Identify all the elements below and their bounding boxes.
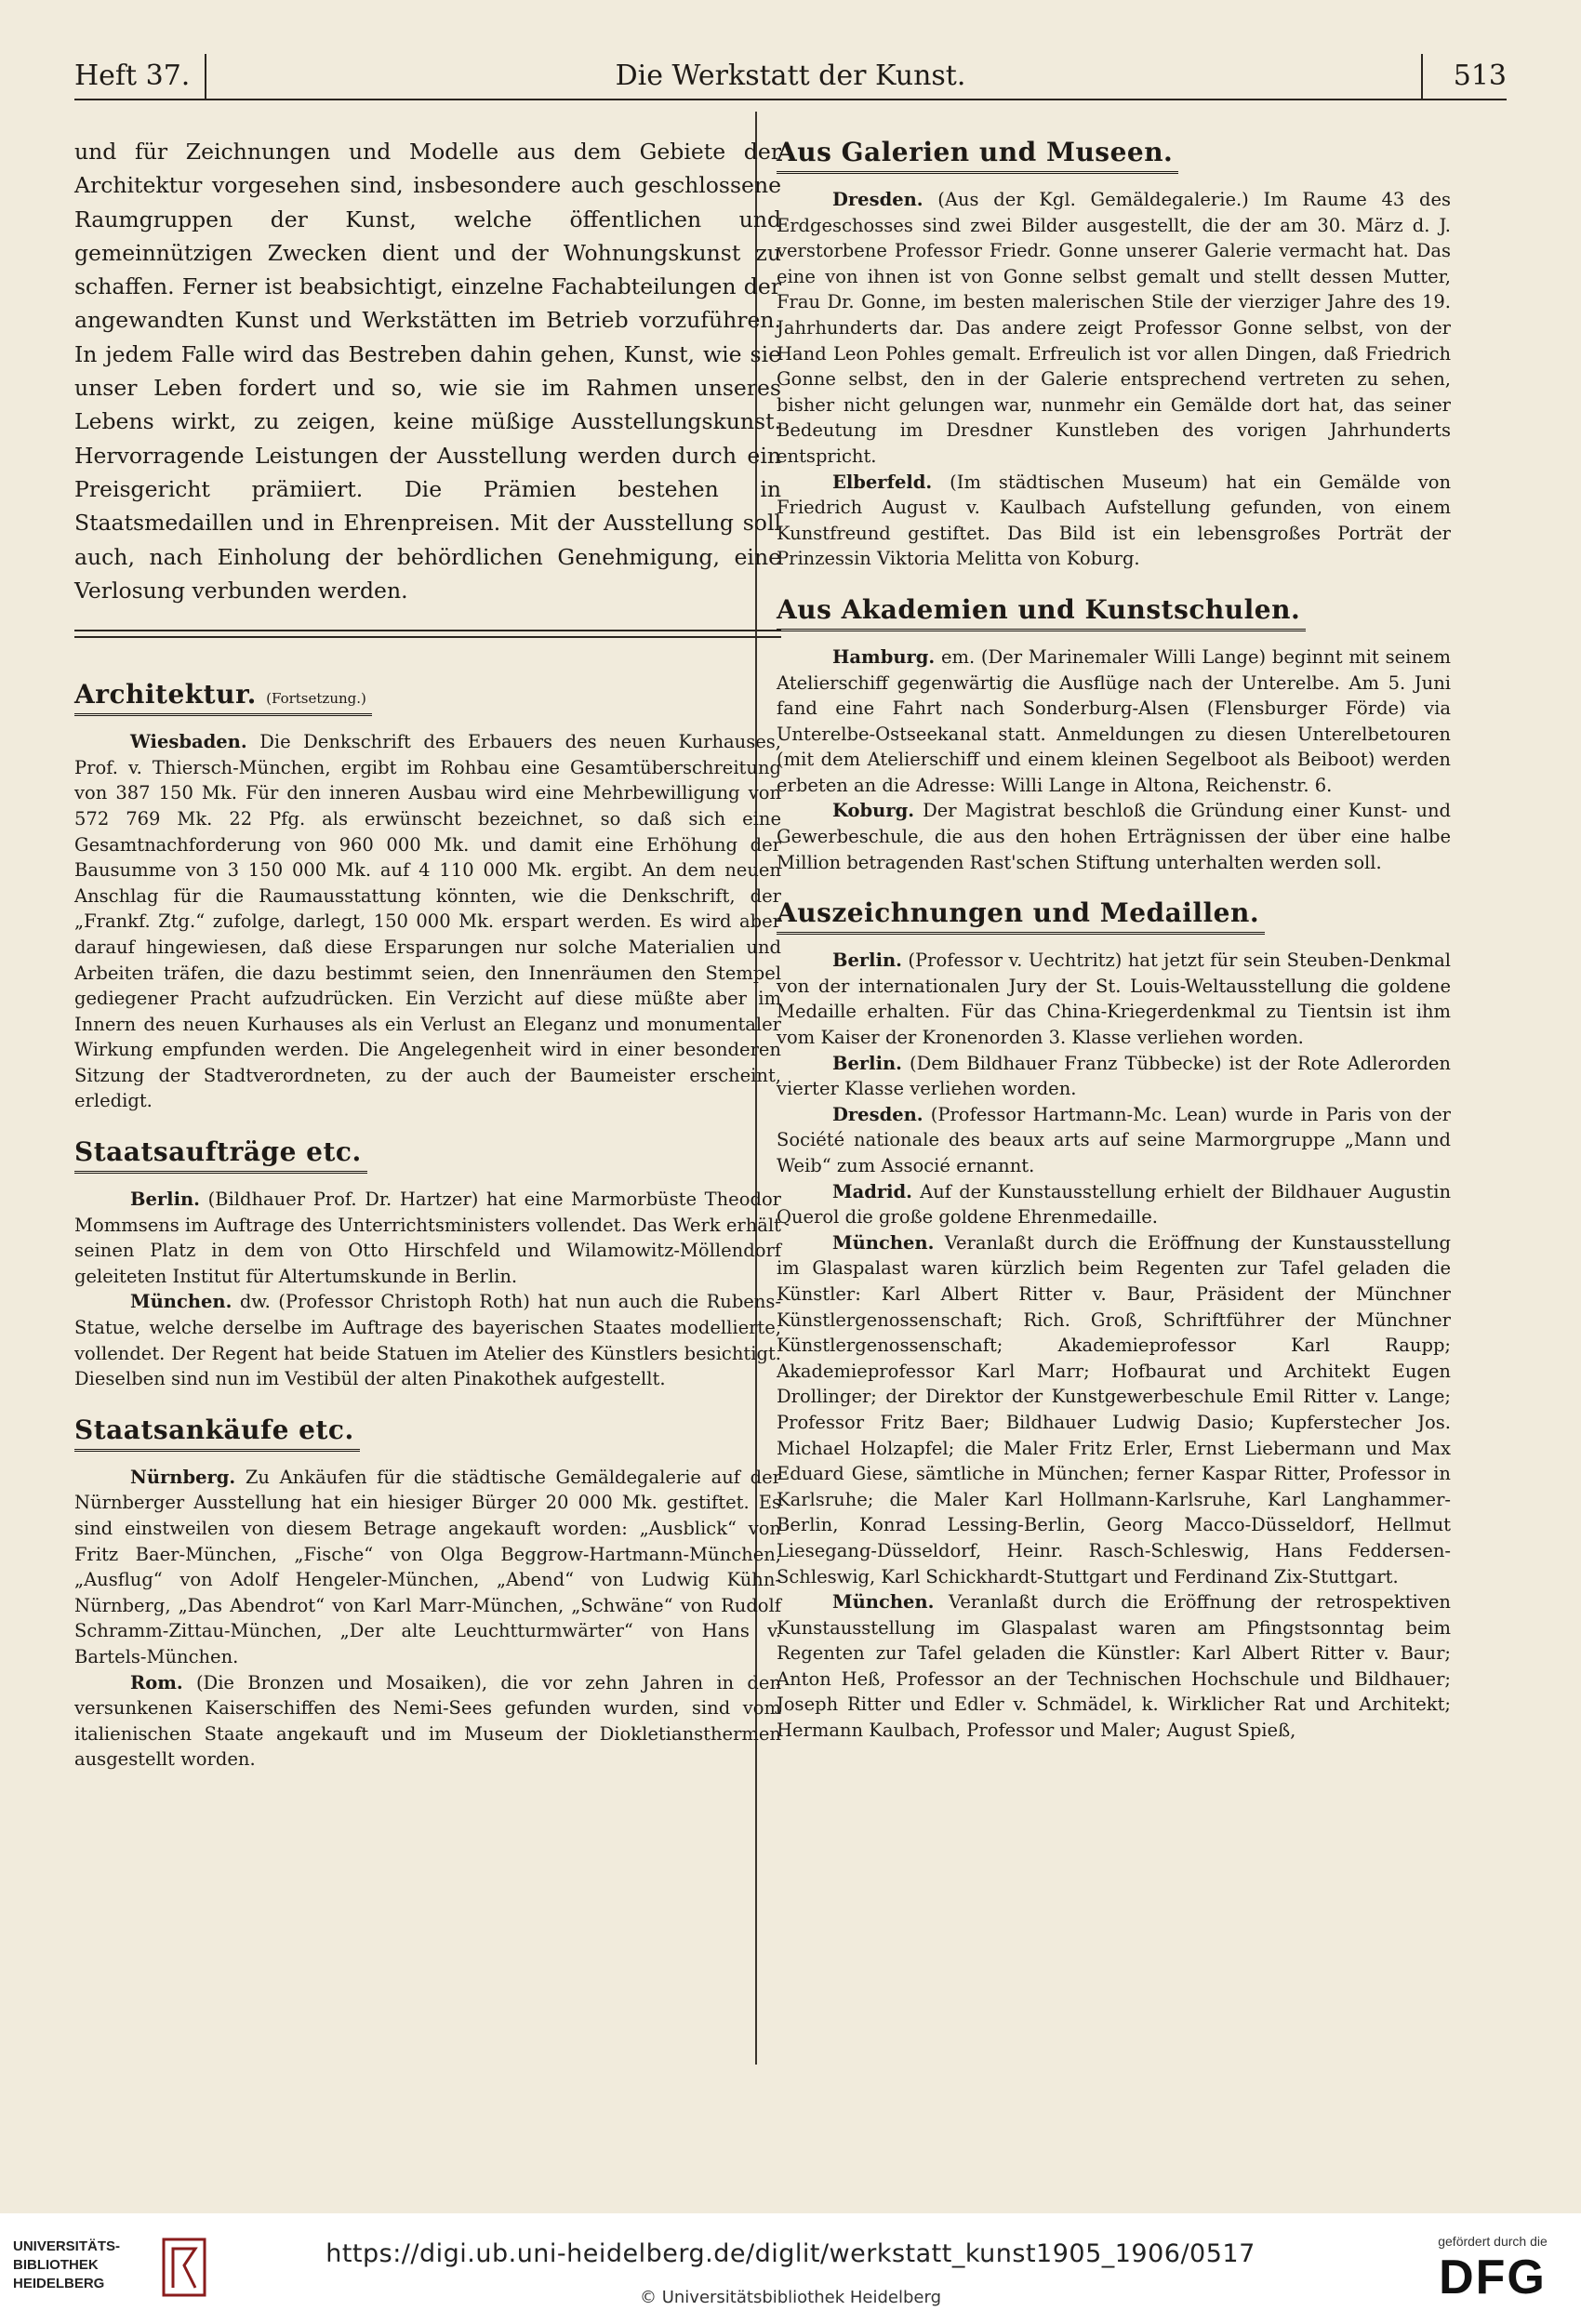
intro-paragraph: und für Zeichnungen und Modelle aus dem Gebiete der Architektur vorgesehen sind, insbesondere auch geschlossene Raumgruppen der Kunst, welche öffentlichen und gemeinnützigen Zwecken dient und der Wohnungskunst zu schaffen. Ferner ist beabsichtigt, einzelne Fachabteilungen der angewandten Kunst und Werkstätten im Betrieb vorzuführen. In jedem Falle wird das Bestreben dahin gehen, Kunst, wie sie unser Leben fordert und so, wie sie im Rahmen unseres Lebens wirkt, zu zeigen, keine müßige Ausstellungskunst. Hervorragende Leistungen der Ausstellung werden durch ein Preisgericht prämiiert. Die Prämien bestehen in Staatsmedaillen und in Ehrenpreisen. Mit der Ausstellung soll auch, nach Einholung der behördlichen Genehmigung, eine Verlosung verbunden werden. [74,139,781,604]
text-wiesbaden: Die Denkschrift des Erbauers des neuen Kurhauses, Prof. v. Thiersch-München, ergibt im Rohbau eine Gesamtüberschreitung von 387 150 Mk. Für den inneren Ausbau wird eine Mehrbewilligung von 572 769 Mk. 22 Pfg. als erwünscht bezeichnet, so daß sich eine Gesamtnachforderung von 960 000 Mk. und damit eine Erhöhung der Bausumme von 3 150 000 Mk. auf 4 110 000 Mk. ergibt. An dem neuen Anschlag für die Raumausstattung könnten, wie die Denkschrift, der „Frankf. Ztg.“ zufolge, darlegt, 150 000 Mk. erspart werden. Es wird aber darauf hingewiesen, daß diese Ersparungen nur solche Materialien und Arbeiten träfen, die dazu bestimmt seien, den Innenräumen den Stempel gediegener Pracht aufzudrücken. Ein Verzicht auf diese müßte aber im Innern des neuen Kurhauses als ein Verlust an Eleganz und monumentaler Wirkung empfunden werden. Die Angelegenheit wird in einer besonderen Sitzung der Stadtverordneten, zu der auch der Baumeister erscheint, erledigt. [74,731,781,1112]
heading-architektur-text: Architektur. [74,679,257,710]
text-madrid: Auf der Kunstausstellung erhielt der Bildhauer Augustin Querol die große goldene Ehrenmedaille. [777,1180,1452,1228]
running-head [74,54,1507,100]
page-number: 513 [1453,60,1507,92]
text-muenchen: dw. (Professor Christoph Roth) hat nun auch die Rubens-Statue, welche derselbe im Auftrage des bayerischen Staates modellierte, vollendet. Der Regent hat beide Statuen im Atelier des Künstlers besichtigt. Dieselben sind nun im Vestibül der alten Pinakothek aufgestellt. [74,1291,781,1390]
article-rom [74,1670,781,1773]
heading-staatsankaeufe: Staatsankäufe etc. [74,1413,360,1452]
article-berlin [74,1187,781,1289]
text-dresden-2: (Professor Hartmann-Mc. Lean) wurde in Paris von der Société nationale des beaux arts auf seine Marmorgruppe „Mann und Weib“ zum Associé ernannt. [777,1103,1451,1176]
text-berlin: (Bildhauer Prof. Dr. Hartzer) hat eine Marmorbüste Theodor Mommsens im Auftrage des Unterrichtsministers vollendet. Das Werk erhält seinen Platz in dem von Otto Hirschfeld und Wilamowitz-Möllendorf geleiteten Institut für Altertumskunde in Berlin. [74,1189,782,1287]
location-rom: Rom. [130,1671,183,1693]
section-separator [74,630,781,638]
location-dresden-2: Dresden. [832,1103,923,1125]
dfg-logo[interactable] [1423,2234,1562,2317]
heading-akademien: Aus Akademien und Kunstschulen. [777,592,1306,631]
text-muenchen-1: Veranlaßt durch die Eröffnung der Kunstausstellung im Glaspalast waren kürzlich beim Regenten zur Tafel geladen die Künstler: Karl Albert Ritter v. Baur, Präsident der Münchner Künstlergenossenschaft; Rich. Groß, Schriftführer der Münchner Künstlergenossenschaft; Akademieprofessor Karl Raupp; Akademieprofessor Karl Marr; Hofbaurat und Architekt Eugen Drollinger; der Direktor der Kunstgewerbeschule Emil Ritter v. Lange; Professor Fritz Baer; Bildhauer Ludwig Dasio; Kupferstecher Jos. Michael Holzapfel; die Maler Fritz Erler, Ernst Liebermann und Max Eduard Giese, sämtliche in München; ferner Kaspar Ritter, Professor in Karlsruhe; die Maler Karl Hollmann-Karlsruhe, Karl Langhammer-Berlin, Konrad Lessing-Berlin, Georg Macco-Düsseldorf, Hellmut Liesegang-Düsseldorf, Heinr. Rasch-Schleswig, Hans Feddersen-Schleswig, Karl Schickhardt-Stuttgart und Ferdinand Zix-Stuttgart. [777,1231,1451,1587]
text-berlin-2: (Dem Bildhauer Franz Tübbecke) ist der Rote Adlerorden vierter Klasse verliehen worden. [777,1052,1451,1100]
heading-staatsauftraege: Staatsaufträge etc. [74,1135,367,1174]
location-dresden: Dresden. [832,189,923,210]
location-muenchen: München. [130,1291,232,1313]
heading-auszeichnungen: Auszeichnungen und Medaillen. [777,896,1265,935]
text-dresden: (Aus der Kgl. Gemäldegalerie.) Im Raume 43 des Erdgeschosses sind zwei Bilder ausgestellt, die der am 30. März d. J. verstorbene Professor Friedr. Gonne unserer Galerie vermacht hat. Das eine von ihnen ist von Gonne selbst gemalt und stellt dessen Mutter, Frau Dr. Gonne, im besten malerischen Stile der vierziger Jahre des 19. Jahrhunderts dar. Das andere zeigt Professor Gonne selbst, von der Hand Leon Pohles gemalt. Erfreulich ist vor allen Dingen, daß Friedrich Gonne selbst, den in der Galerie entsprechend vertreten zu sehen, bisher nicht gelungen war, nunmehr ein Gemälde dort hat, das seiner Bedeutung im Dresdner Kunstleben des vorigen Jahrhunderts entspricht. [777,189,1452,467]
article-berlin-tuebbecke [777,1051,1451,1102]
location-berlin: Berlin. [130,1189,200,1211]
permalink-url[interactable]: https://digi.ub.uni-heidelberg.de/diglit/werkstatt_kunst1905_1906/0517 [326,2239,1256,2268]
article-madrid [777,1179,1451,1230]
text-berlin-1: (Professor v. Uechtritz) hat jetzt für sein Steuben-Denkmal von der internationalen Jury der St. Louis-Weltausstellung die goldene Medaille erhalten. Für das China-Kriegerdenkmal zu Tientsin ist ihm vom Kaiser der Kronenorden 3. Klasse verliehen worden. [777,950,1451,1049]
text-elberfeld: (Im städtischen Museum) hat ein Gemälde von Friedrich August v. Kaulbach Aufstellung gefunden, von einem Kunstfreund gestiftet. Das Bild ist ein lebensgroßes Porträt der Prinzessin Viktoria Melitta von Koburg. [777,471,1452,570]
article-muenchen-1 [777,1230,1451,1589]
copyright-notice: © Universitätsbibliothek Heidelberg [639,2288,941,2307]
text-rom: (Die Bronzen und Mosaiken), die vor zehn Jahren in den versunkenen Kaiserschiffen des Nemi-Sees gefunden wurden, sind vom italienischen Staate angekauft und im Museum der Diokletiansthermen ausgestellt worden. [74,1671,782,1771]
location-madrid: Madrid. [832,1180,912,1202]
location-nuernberg: Nürnberg. [130,1466,236,1488]
left-column [74,135,781,1773]
viewer-footer [0,2213,1581,2324]
heading-architektur [74,677,372,716]
article-dresden-galerie [777,187,1451,470]
location-muenchen-2: München. [832,1591,935,1614]
article-elberfeld [777,470,1451,572]
article-koburg [777,798,1451,875]
article-hamburg [777,644,1451,799]
text-koburg: Der Magistrat beschloß die Gründung einer Kunst- und Gewerbeschule, die aus den hohen Erträgnissen der über eine halbe Million betragenden Rast'schen Stiftung unterhalten werden soll. [777,800,1452,873]
text-nuernberg: Zu Ankäufen für die städtische Gemäldegalerie auf der Nürnberger Ausstellung hat ein hiesiger Bürger 20 000 Mk. gestiftet. Es sind einstweilen von diesem Betrage angekauft worden: „Ausblick“ von Fritz Baer-München, „Fische“ von Olga Beggrow-Hartmann-München, „Ausflug“ von Adolf Hengeler-München, „Abend“ von Ludwig Kühn-Nürnberg, „Das Abendrot“ von Karl Marr-München, „Schwäne“ von Rudolf Schramm-Zittau-München, „Der alte Leuchtturmwärter“ von Hans v. Bartels-München. [74,1466,781,1667]
header-divider-right [1421,54,1423,99]
article-berlin-uechtritz [777,948,1451,1050]
article-muenchen [74,1289,781,1391]
text-hamburg: em. (Der Marinemaler Willi Lange) beginnt mit seinem Atelierschiff gegenwärtig die Ausflüge nach der Unterelbe. Am 5. Juni fand eine Fahrt nach Sonderburg-Alsen (Flensburger Förde) via Unterelbe-Ostseekanal statt. Anmeldungen zu diesen Unterelbetouren (mit dem Atelierschiff und einem kleinen Segelboot als Beiboot) werden erbeten an die Adresse: Willi Lange in Altona, Reichenstr. 6. [777,645,1451,796]
location-hamburg: Hamburg. [832,645,936,668]
location-berlin-1: Berlin. [832,950,902,972]
dfg-wordmark: DFG [1439,2251,1547,2304]
heading-note: (Fortsetzung.) [266,690,366,708]
location-berlin-2: Berlin. [832,1052,902,1074]
logo-line-1: UNIVERSITÄTS- [13,2238,121,2254]
article-dresden-lean [777,1102,1451,1179]
issue-number: Heft 37. [74,60,191,92]
logo-line-2: BIBLIOTHEK [13,2257,99,2273]
article-muenchen-2 [777,1589,1451,1744]
heading-galerien: Aus Galerien und Museen. [777,135,1178,174]
article-wiesbaden [74,729,781,1114]
article-nuernberg [74,1465,781,1670]
logo-line-3: HEIDELBERG [13,2276,105,2291]
right-column [777,135,1451,1744]
text-muenchen-2: Veranlaßt durch die Eröffnung der retrospektiven Kunstausstellung im Glaspalast waren am Pfingstsonntag beim Regenten zur Tafel geladen die Künstler: Karl Albert Ritter v. Baur; Anton Heß, Professor an der Technischen Hochschule und Bildhauer; Joseph Ritter und Edler v. Schmädel, k. Wirklicher Rat und Architekt; Hermann Kaulbach, Professor und Maler; August Spieß, [777,1591,1451,1742]
location-koburg: Koburg. [832,800,915,822]
location-wiesbaden: Wiesbaden. [130,731,247,753]
journal-title: Die Werkstatt der Kunst. [615,60,966,92]
dfg-caption: gefördert durch die [1438,2234,1548,2249]
location-muenchen-1: München. [832,1231,935,1254]
location-elberfeld: Elberfeld. [832,471,933,493]
